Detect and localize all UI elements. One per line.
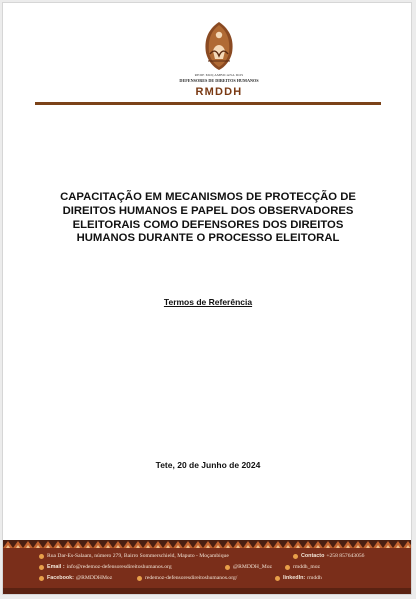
header-divider <box>35 102 381 105</box>
document-date: Tete, 20 de Junho de 2024 <box>155 460 261 470</box>
instagram-icon <box>285 565 290 570</box>
email-icon <box>39 565 44 570</box>
footer-instagram[interactable]: rmddh_moz <box>285 563 320 571</box>
footer-bottom-strip <box>3 588 412 595</box>
footer-twitter[interactable]: @RMDDH_Moz <box>225 563 272 571</box>
org-name-line1: REDE MOÇAMBICANA DOS <box>194 73 244 77</box>
phone-icon <box>293 554 298 559</box>
globe-icon <box>137 576 142 581</box>
document-subtitle: Termos de Referência <box>163 297 253 307</box>
document-page <box>2 2 412 595</box>
footer-facebook[interactable]: Facebook: @RMDDHMoz <box>39 574 112 582</box>
document-title: CAPACITAÇÃO EM MECANISMOS DE PROTECÇÃO DE DIREITOS HUMANOS E PAPEL DOS OBSERVADORES ELEITORAIS COMO DEFENSORES DOS DIREITOS HUMANOS DURANTE O PROCESSO ELEITORAL <box>60 191 356 245</box>
ornament-pattern-icon <box>3 540 412 548</box>
footer-email[interactable]: Email : info@redemoz-defensoresdireitoshumanos.org <box>39 563 172 571</box>
linkedin-icon <box>275 576 280 581</box>
twitter-icon <box>225 565 230 570</box>
footer-contact: Contacto +258 857643056 <box>293 552 364 560</box>
shield-leaf-icon <box>202 21 236 71</box>
footer-pattern <box>3 540 412 548</box>
footer-website[interactable]: redemoz-defensoresdireitoshumanos.org/ <box>137 574 237 582</box>
footer-linkedin[interactable]: linkedIn: rmddh <box>275 574 322 582</box>
facebook-icon <box>39 576 44 581</box>
page-footer <box>3 548 412 588</box>
location-icon <box>39 554 44 559</box>
org-abbreviation: RMDDH <box>195 86 243 98</box>
org-logo <box>173 21 265 103</box>
footer-address: Rua Dar-Es-Salaam, número 279, Bairro Sommerschield, Maputo - Moçambique <box>39 552 229 560</box>
org-name-line2: DEFENSORES DE DIREITOS HUMANOS <box>179 78 259 83</box>
